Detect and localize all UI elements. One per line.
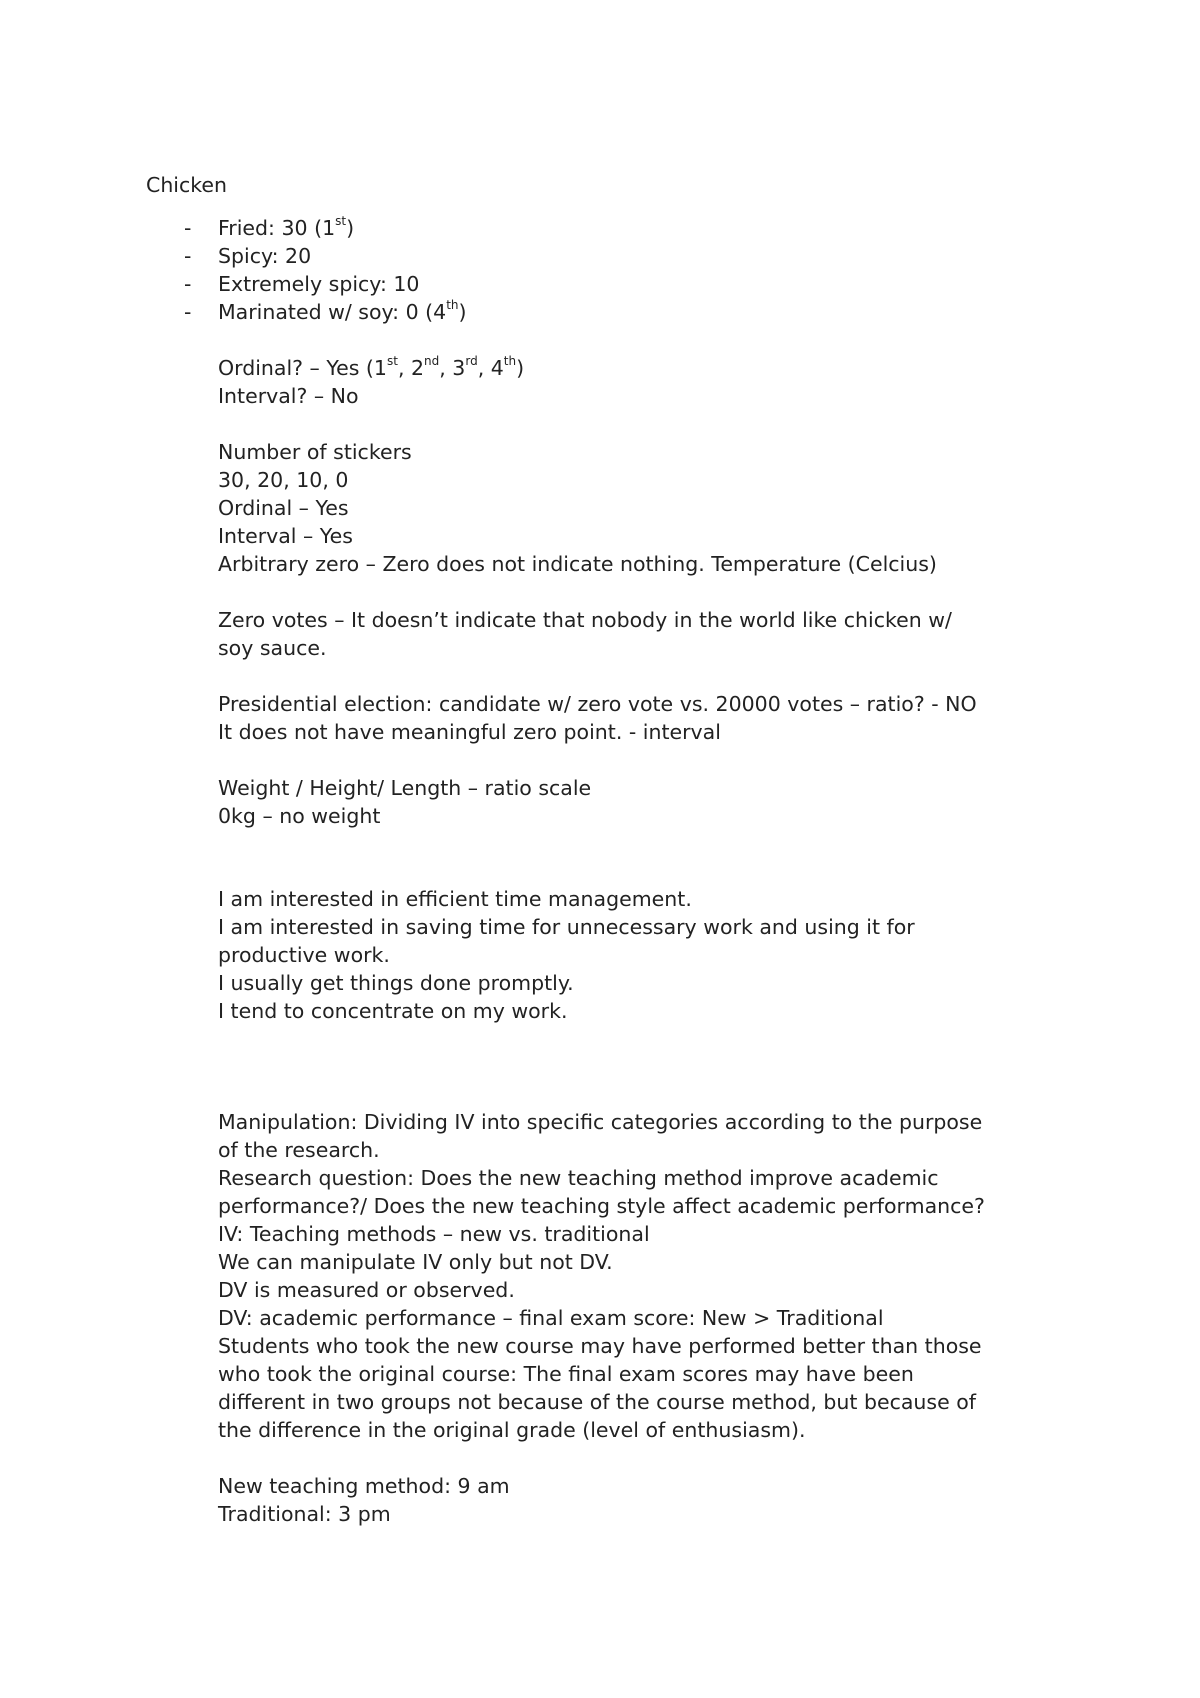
text-line: Ordinal – Yes <box>218 496 349 520</box>
bullet-tail: ) <box>346 216 355 240</box>
text-line: Manipulation: Dividing IV into specific categories according to the purpose <box>218 1110 983 1134</box>
bullet-dash: - <box>184 244 192 268</box>
text-line: Arbitrary zero – Zero does not indicate nothing. Temperature (Celcius) <box>218 552 937 576</box>
ordinal-suffix: th <box>446 298 459 313</box>
text-line: Number of stickers <box>218 440 412 464</box>
text-line: Presidential election: candidate w/ zero vote vs. 20000 votes – ratio? - NO <box>218 692 977 716</box>
text-line: performance?/ Does the new teaching style affect academic performance? <box>218 1194 985 1218</box>
ordinal-suffix: rd <box>465 354 478 369</box>
text-line: Students who took the new course may have performed better than those <box>218 1334 982 1358</box>
list-item <box>146 242 467 270</box>
bullet-tail: ) <box>458 300 467 324</box>
manipulation-block <box>218 1108 1118 1444</box>
ordinal-suffix: th <box>503 354 517 369</box>
bullet-dash: - <box>184 272 192 296</box>
text-run: , 3 <box>439 356 466 380</box>
text-line: Interval – Yes <box>218 524 353 548</box>
text-line: 0kg – no weight <box>218 804 381 828</box>
zero-votes-block <box>218 606 1118 662</box>
heading-chicken: Chicken <box>146 173 228 197</box>
text-run: , 4 <box>477 356 504 380</box>
chicken-bullet-list <box>146 214 467 326</box>
ordinal-question-line <box>218 354 1118 382</box>
text-line: productive work. <box>218 943 390 967</box>
bullet-text: Marinated w/ soy: 0 (4 <box>218 300 447 324</box>
text-line: We can manipulate IV only but not DV. <box>218 1250 613 1274</box>
text-line: New teaching method: 9 am <box>218 1474 510 1498</box>
text-line: DV is measured or observed. <box>218 1278 515 1302</box>
text-line: different in two groups not because of the course method, but because of <box>218 1390 976 1414</box>
text-line: DV: academic performance – final exam score: New > Traditional <box>218 1306 884 1330</box>
bullet-text: Spicy: 20 <box>218 244 312 268</box>
text-line: Zero votes – It doesn’t indicate that nobody in the world like chicken w/ <box>218 608 952 632</box>
bullet-text: Fried: 30 (1 <box>218 216 336 240</box>
text-run: ) <box>516 356 525 380</box>
text-line: soy sauce. <box>218 636 327 660</box>
ordinal-suffix: nd <box>424 354 440 369</box>
text-run: , 2 <box>397 356 425 380</box>
stickers-block <box>218 438 1118 578</box>
election-block <box>218 690 1118 746</box>
text-line: I am interested in efficient time management. <box>218 887 692 911</box>
ordinal-suffix: st <box>386 354 398 369</box>
bullet-dash: - <box>184 300 192 324</box>
ratio-scale-block <box>218 774 1118 830</box>
text-line: the difference in the original grade (level of enthusiasm). <box>218 1418 806 1442</box>
text-line: Weight / Height/ Length – ratio scale <box>218 776 592 800</box>
text-line: I usually get things done promptly. <box>218 971 574 995</box>
list-item <box>146 214 467 242</box>
list-item <box>146 298 467 326</box>
text-run: Ordinal? – Yes (1 <box>218 356 387 380</box>
text-line: IV: Teaching methods – new vs. traditional <box>218 1222 650 1246</box>
text-line: I am interested in saving time for unnecessary work and using it for <box>218 915 915 939</box>
text-line: 30, 20, 10, 0 <box>218 468 349 492</box>
bullet-text: Extremely spicy: 10 <box>218 272 420 296</box>
bullet-dash: - <box>184 216 192 240</box>
schedule-block <box>218 1472 1118 1528</box>
text-line: I tend to concentrate on my work. <box>218 999 568 1023</box>
text-line: Traditional: 3 pm <box>218 1502 391 1526</box>
text-line: Research question: Does the new teaching method improve academic <box>218 1166 939 1190</box>
ordinal-suffix: st <box>335 214 347 229</box>
text-line: who took the original course: The final exam scores may have been <box>218 1362 914 1386</box>
list-item <box>146 270 467 298</box>
scale-questions-block <box>218 354 1118 410</box>
text-line: of the research. <box>218 1138 380 1162</box>
text-line: It does not have meaningful zero point. - interval <box>218 720 721 744</box>
time-management-block <box>218 885 1118 1025</box>
interval-question-line: Interval? – No <box>218 384 359 408</box>
